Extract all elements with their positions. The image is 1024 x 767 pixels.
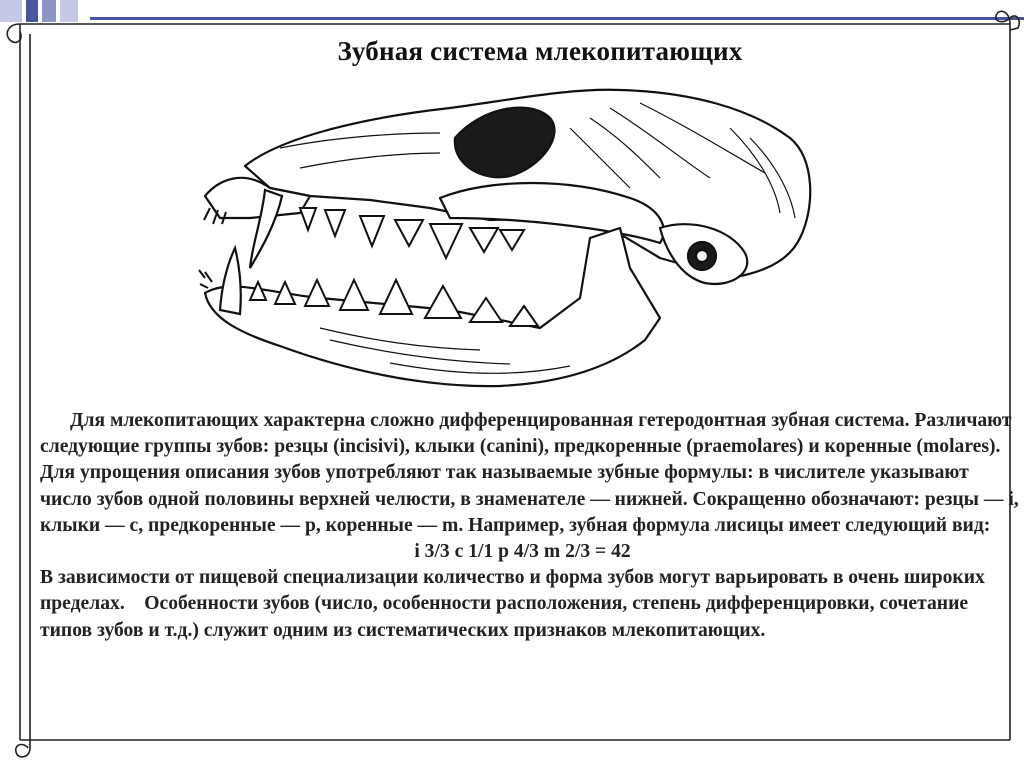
dental-formula: i 3/3 c 1/1 p 4/3 m 2/3 = 42: [414, 541, 631, 563]
skull-illustration: [190, 78, 820, 398]
body-text: [40, 408, 1024, 644]
deco-square-dark: [26, 0, 38, 22]
deco-square-light: [0, 0, 22, 22]
header-decoration: [0, 0, 90, 24]
deco-square-mid: [42, 0, 56, 22]
incisors: [199, 208, 226, 288]
paragraph-variation: В зависимости от пищевой специализации количество и форма зубов могут варьировать в очень широких пределах. Особенности зубов (число, особенности расположения, степень дифференцировки, сочетание типов зубов и т.д.) служит одним из систематических признаков млекопитающих.: [40, 567, 990, 641]
paragraph-intro: Для млекопитающих характерна сложно дифференцированная гетеродонтная зубная система. Различают следующие группы зубов: резцы (incisivi), клыки (canini), предкоренные (praemolares) и коренные (molares). Для упрощения описания зубов употребляют так называемые зубные формулы: в числителе указывают число зубов одной половины верхней челюсти, в знаменателе — нижней. Сокращенно обозначают: резцы — i, клыки — с, предкоренные — р, коренные — m. Например, зубная формула лисицы имеет следующий вид:: [40, 410, 1019, 536]
lower-canine: [220, 248, 241, 314]
slide-title: Зубная система млекопитающих: [337, 36, 743, 66]
header-accent-line: [90, 17, 1024, 20]
deco-square-light-2: [60, 0, 78, 22]
